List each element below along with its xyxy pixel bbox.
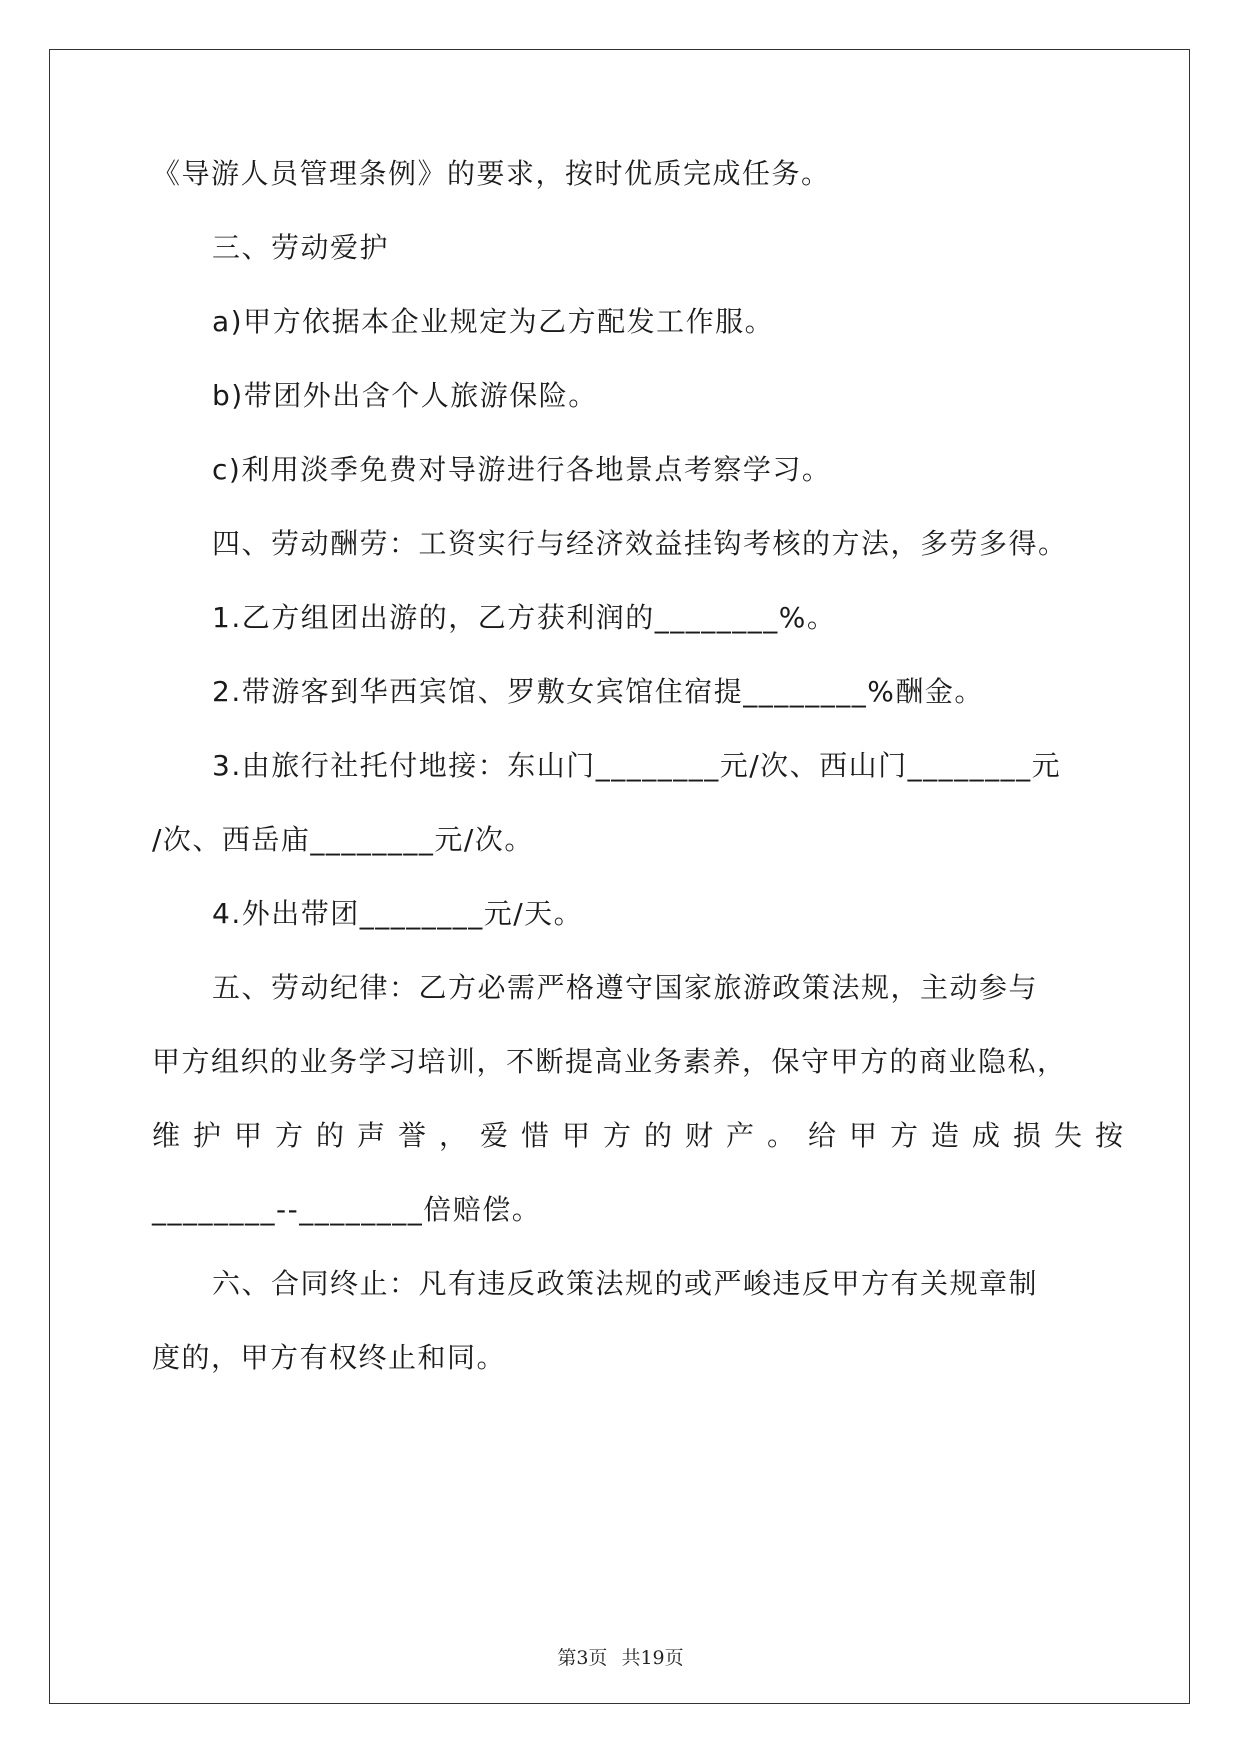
list-item: 4.外出带团________元/天。 (212, 897, 584, 930)
page-border (49, 49, 1190, 1704)
body-line: 甲方组织的业务学习培训，不断提高业务素养，保守甲方的商业隐私， (152, 1045, 1067, 1078)
body-line: /次、西岳庙________元/次。 (152, 823, 534, 856)
list-item: 3.由旅行社托付地接：东山门________元/次、西山门________元 (212, 749, 1062, 782)
section-heading: 四、劳动酬劳：工资实行与经济效益挂钩考核的方法，多劳多得。 (212, 527, 1068, 560)
body-line: 《导游人员管理条例》的要求，按时优质完成任务。 (152, 157, 831, 190)
list-item: b)带团外出含个人旅游保险。 (212, 379, 598, 412)
section-heading: 三、劳动爱护 (212, 231, 390, 264)
list-item: c)利用淡季免费对导游进行各地景点考察学习。 (212, 453, 832, 486)
page-total: 共19页 (621, 1647, 684, 1669)
page-number: 第3页 (557, 1647, 608, 1669)
section-heading: 五、劳动纪律：乙方必需严格遵守国家旅游政策法规，主动参与 (212, 971, 1039, 1004)
list-item: 2.带游客到华西宾馆、罗敷女宾馆住宿提________%酬金。 (212, 675, 984, 708)
page-footer (0, 1646, 1241, 1670)
body-line: 维护甲方的声誉，爱惜甲方的财产。给甲方造成损失按 (152, 1119, 1137, 1152)
body-line: ________--________倍赔偿。 (152, 1193, 542, 1226)
body-line: 度的，甲方有权终止和同。 (152, 1341, 507, 1374)
list-item: a)甲方依据本企业规定为乙方配发工作服。 (212, 305, 775, 338)
list-item: 1.乙方组团出游的，乙方获利润的________%。 (212, 601, 837, 634)
section-heading: 六、合同终止：凡有违反政策法规的或严峻违反甲方有关规章制 (212, 1267, 1039, 1300)
